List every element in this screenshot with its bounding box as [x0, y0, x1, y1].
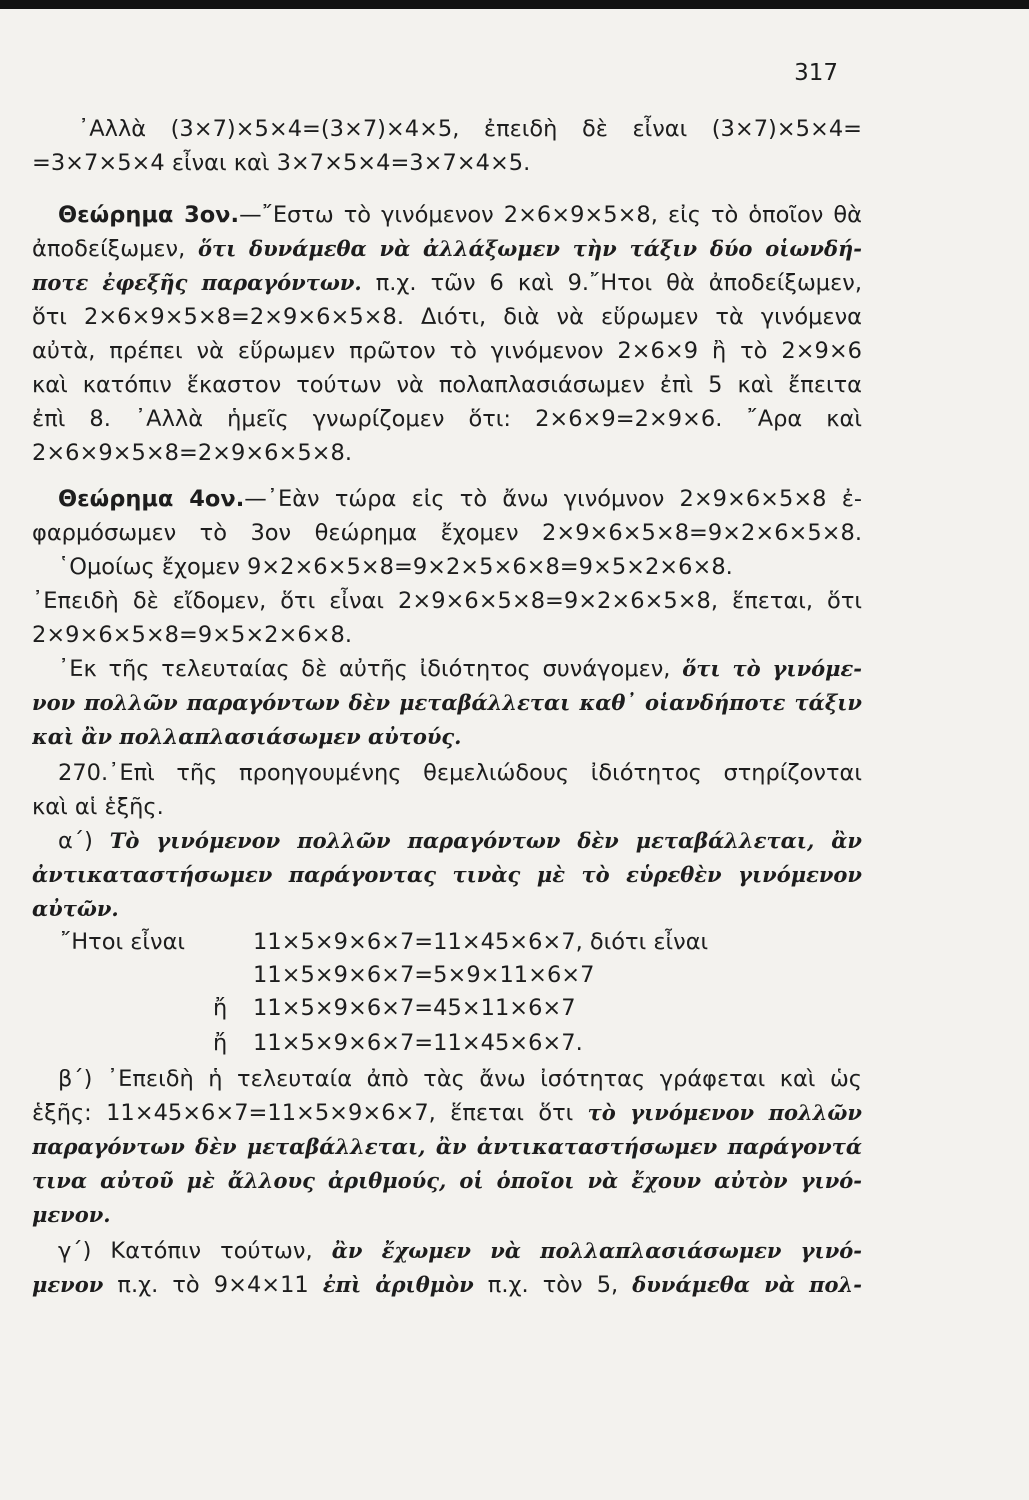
text-line: γ΄) Κατόπιν τούτων, ἂν ἔχωμεν νὰ πολλαπλασιάσωμεν γινό-: [58, 1238, 862, 1264]
equation-line: 11×5×9×6×7=45×11×6×7: [253, 995, 576, 1021]
text-line: 270.᾽Επὶ τῆς προηγουμένης θεμελιώδους ἰδιότητος στηρίζονται: [58, 760, 862, 786]
item-alpha-label: α΄): [58, 828, 110, 854]
theorem-4-paragraph: [32, 482, 862, 754]
text-line: 2×9×6×5×8=9×5×2×6×8.: [32, 622, 352, 648]
text-line: φαρμόσωμεν τὸ 3ον θεώρημα ἔχομεν 2×9×6×5×8=9×2×6×5×8.: [32, 520, 862, 546]
text-line: β΄) ᾽Επειδὴ ἡ τελευταία ἀπὸ τὰς ἄνω ἰσότητας γράφεται καὶ ὡς: [58, 1066, 862, 1092]
item-alpha: [32, 824, 862, 926]
text-line: α΄) Τὸ γινόμενον πολλῶν παραγόντων δὲν μεταβάλλεται, ἂν: [58, 828, 862, 854]
section-270: [32, 756, 862, 824]
text-line: καὶ ἂν πολλαπλασιάσωμεν αὐτούς.: [32, 724, 462, 749]
text-line: παραγόντων δὲν μεταβάλλεται, ἂν ἀντικαταστήσωμεν παράγοντά: [32, 1134, 862, 1159]
or-word: ἤ: [213, 1030, 228, 1056]
text-line: ᾽Αλλὰ (3×7)×5×4=(3×7)×4×5, ἐπειδὴ δὲ εἶναι (3×7)×5×4=: [78, 116, 862, 142]
text-line: Θεώρημα 4ον.—᾽Εὰν τώρα εἰς τὸ ἄνω γινόμνον 2×9×6×5×8 ἐ-: [58, 486, 862, 512]
text-line: νον πολλῶν παραγόντων δὲν μεταβάλλεται καθ᾽ οἱανδήποτε τάξιν: [32, 690, 862, 715]
text-line: ᾽Εκ τῆς τελευταίας δὲ αὐτῆς ἰδιότητος συνάγομεν, ὅτι τὸ γινόμε-: [58, 656, 862, 682]
text-line: ἀντικαταστήσωμεν παράγοντας τινὰς μὲ τὸ εὑρεθὲν γινόμενον: [32, 862, 862, 887]
text-line: καὶ αἱ ἑξῆς.: [32, 794, 164, 820]
text-line: μενον.: [32, 1202, 111, 1227]
text-line: ῾Ομοίως ἔχομεν 9×2×6×5×8=9×2×5×6×8=9×5×2×6×8.: [58, 554, 733, 580]
text-line: 2×6×9×5×8=2×9×6×5×8.: [32, 440, 352, 466]
or-word: ἤ: [213, 995, 228, 1021]
text-line: ποτε ἐφεξῆς παραγόντων. π.χ. τῶν 6 καὶ 9.῎Ητοι θὰ ἀποδείξωμεν,: [32, 270, 862, 296]
text-line: καὶ κατόπιν ἕκαστον τούτων νὰ πολαπλασιάσωμεν ἐπὶ 5 καὶ ἔπειτα: [32, 372, 862, 398]
text-line: αὐτὰ, πρέπει νὰ εὕρωμεν πρῶτον τὸ γινόμενον 2×6×9 ἢ τὸ 2×9×6: [32, 338, 862, 364]
text-line: ἐπὶ 8. ᾽Αλλὰ ἡμεῖς γνωρίζομεν ὅτι: 2×6×9=2×9×6. ῎Αρα καὶ: [32, 406, 862, 432]
text-line: ᾽Επειδὴ δὲ εἴδομεν, ὅτι εἶναι 2×9×6×5×8=9×2×6×5×8, ἕπεται, ὅτι: [32, 588, 862, 614]
item-beta: [32, 1062, 862, 1232]
text-line: αὐτῶν.: [32, 896, 119, 921]
theorem-3-heading: Θεώρημα 3ον.: [58, 202, 240, 228]
equation-line: 11×5×9×6×7=11×45×6×7.: [253, 1030, 583, 1056]
equation-line: 11×5×9×6×7=5×9×11×6×7: [253, 962, 595, 988]
equation-prefix: ῎Ητοι εἶναι: [60, 929, 186, 955]
page-number: 317: [794, 60, 838, 86]
text-line: ὅτι 2×6×9×5×8=2×9×6×5×8. Διότι, διὰ νὰ εὕρωμεν τὰ γινόμενα: [32, 304, 862, 330]
theorem-4-heading: Θεώρημα 4ον.: [58, 486, 245, 512]
item-gamma: [32, 1234, 862, 1302]
text-line: τινα αὐτοῦ μὲ ἄλλους ἀριθμούς, οἱ ὁποῖοι νὰ ἔχουν αὐτὸν γινό-: [32, 1168, 862, 1193]
text-line: ἀποδείξωμεν, ὅτι δυνάμεθα νὰ ἀλλάξωμεν τὴν τάξιν δύο οἱωνδή-: [32, 236, 862, 262]
text-line: μενον π.χ. τὸ 9×4×11 ἐπὶ ἀριθμὸν π.χ. τὸν 5, δυνάμεθα νὰ πολ-: [32, 1272, 862, 1298]
text-line: Θεώρημα 3ον.—῎Εστω τὸ γινόμενον 2×6×9×5×8, εἰς τὸ ὁποῖον θὰ: [58, 202, 862, 228]
equation-line: 11×5×9×6×7=11×45×6×7, διότι εἶναι: [253, 929, 709, 955]
intro-paragraph: [32, 112, 862, 180]
text-line: ἑξῆς: 11×45×6×7=11×5×9×6×7, ἕπεται ὅτι τὸ γινόμενον πολλῶν: [32, 1100, 862, 1126]
theorem-3-paragraph: [32, 198, 862, 470]
text-line: =3×7×5×4 εἶναι καὶ 3×7×5×4=3×7×4×5.: [32, 150, 531, 176]
